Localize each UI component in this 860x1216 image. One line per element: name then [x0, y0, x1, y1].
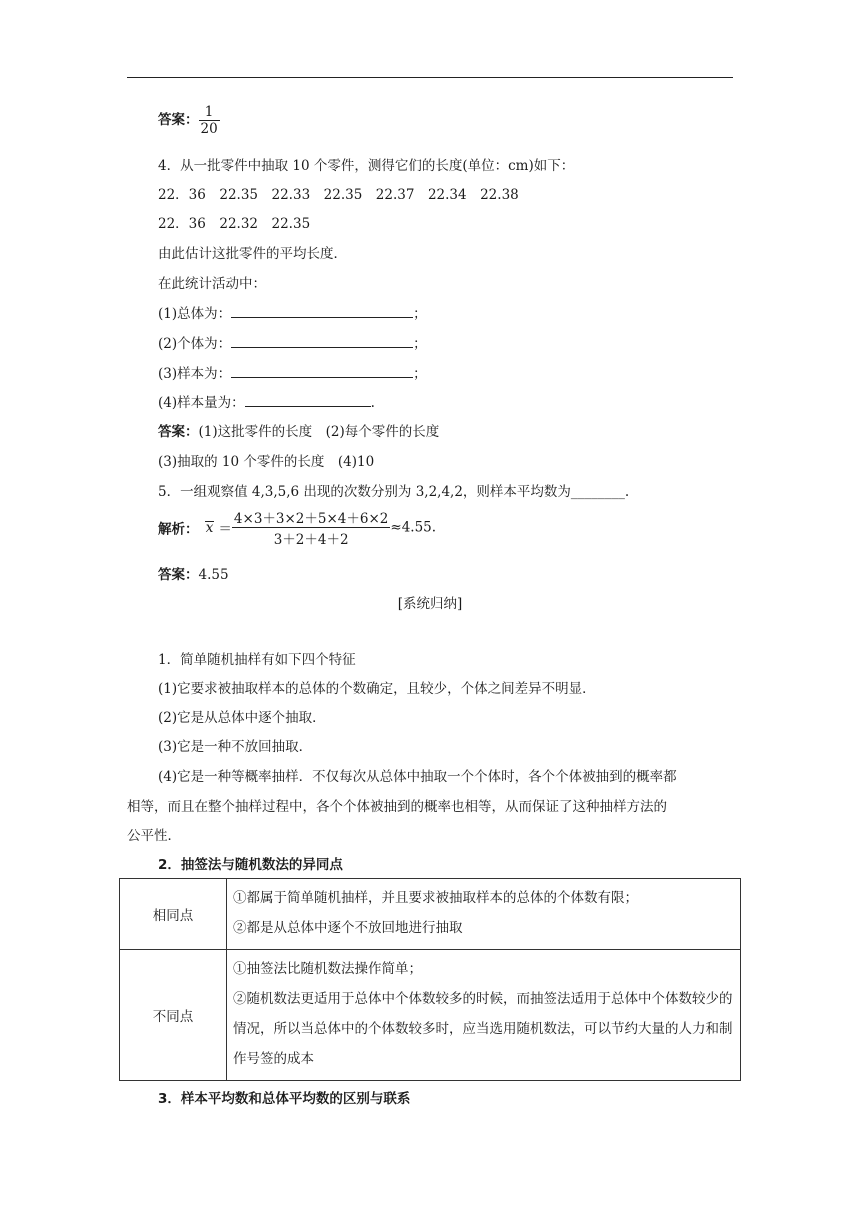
- x-bar-symbol: x: [205, 519, 214, 536]
- question-4-answer-line-1: [158, 420, 439, 440]
- question-5-answer: [158, 563, 229, 583]
- diff-content-cell: [227, 950, 741, 1081]
- answer-label: 答案：: [158, 112, 199, 128]
- feature-3: (3)它是一种不放回抽取．: [158, 739, 313, 755]
- question-4-context: 在此统计活动中：: [158, 276, 266, 292]
- item-end: ；: [413, 366, 427, 382]
- question-4-answer-line-2: (3)抽取的 10 个零件的长度 (4)10: [158, 454, 375, 470]
- diff-line-1: ①抽签法比随机数法操作简单；: [233, 961, 422, 977]
- feature-4-line-1: (4)它是一种等概率抽样．不仅每次从总体中抽取一个个体时，各个个体被抽到的概率都: [158, 769, 677, 785]
- question-4-stem: 4．从一批零件中抽取 10 个零件，测得它们的长度(单位：cm)如下：: [158, 158, 575, 174]
- answer-label: 答案：: [158, 567, 199, 583]
- feature-1: (1)它要求被抽取样本的总体的个数确定，且较少，个体之间差异不明显．: [158, 681, 596, 697]
- comparison-table: [119, 878, 741, 1081]
- feature-2: (2)它是从总体中逐个抽取．: [158, 710, 326, 726]
- analysis-label: 解析：: [158, 521, 199, 538]
- fraction-numerator: 4×3＋3×2＋5×4＋6×2: [233, 511, 389, 527]
- equals-sign: ＝: [218, 521, 232, 538]
- item-label: (3)样本为：: [158, 366, 232, 382]
- question-4-item-3: [158, 362, 427, 382]
- item-end: ；: [413, 336, 427, 352]
- answer-label: 答案：: [158, 424, 199, 440]
- point-3-title: 3．样本平均数和总体平均数的区别与联系: [158, 1091, 411, 1107]
- question-4-estimate: 由此估计这批零件的平均长度．: [158, 246, 347, 262]
- item-end: ；: [413, 306, 427, 322]
- diff-line-2: ②随机数法更适用于总体中个体数较多的时候，而抽签法适用于总体中个体数较少的情况，所以当总体中的个体数较多时，应当选用随机数法，可以节约大量的人力和制作号签的成本: [233, 991, 733, 1067]
- table-row-same: [120, 879, 741, 950]
- answer-fraction: [199, 104, 220, 137]
- question-4-data-row-1: 22．36 22.35 22.33 22.35 22.37 22.34 22.38: [158, 187, 519, 203]
- item-label: (2)个体为：: [158, 336, 232, 352]
- fraction-numerator: 1: [204, 104, 214, 120]
- same-content-cell: [227, 879, 741, 950]
- feature-4-line-3: 公平性．: [127, 828, 181, 844]
- table-row-diff: [120, 950, 741, 1081]
- point-1-title: 1．简单随机抽样有如下四个特征: [158, 652, 356, 668]
- answer-blank: [231, 333, 413, 348]
- section-heading: [系统归纳]: [397, 596, 463, 612]
- answer-blank: [231, 363, 413, 378]
- feature-4-line-2: 相等，而且在整个抽样过程中，各个个体被抽到的概率也相等，从而保证了这种抽样方法的: [127, 799, 667, 815]
- fraction-denominator: 3＋2＋4＋2: [232, 527, 390, 548]
- result-text: ≈4.55.: [390, 519, 437, 536]
- point-2-title: 2．抽签法与随机数法的异同点: [158, 857, 343, 873]
- question-4-item-2: [158, 332, 427, 352]
- same-label-cell: 相同点: [120, 879, 227, 950]
- answer-text: (1)这批零件的长度 (2)每个零件的长度: [198, 424, 440, 440]
- answer-blank: [231, 303, 413, 318]
- answer-3: [158, 104, 220, 137]
- question-4-data-row-2: 22．36 22.32 22.35: [158, 216, 311, 232]
- same-line-2: ②都是从总体中逐个不放回地进行抽取: [233, 920, 463, 936]
- mean-fraction: [232, 507, 390, 548]
- item-label: (4)样本量为：: [158, 395, 245, 411]
- question-4-item-4: [158, 391, 375, 411]
- question-5-analysis: [158, 507, 436, 548]
- answer-blank: [245, 392, 371, 407]
- question-4-item-1: [158, 302, 427, 322]
- question-5-stem: 5．一组观察值 4,3,5,6 出现的次数分别为 3,2,4,2，则样本平均数为________.: [158, 484, 630, 500]
- item-label: (1)总体为：: [158, 306, 232, 322]
- header-rule: [127, 77, 733, 78]
- same-line-1: ①都属于简单随机抽样，并且要求被抽取样本的总体的个体数有限；: [233, 890, 638, 906]
- diff-label-cell: 不同点: [120, 950, 227, 1081]
- answer-text: 4.55: [198, 567, 229, 583]
- item-end: .: [370, 395, 375, 411]
- fraction-denominator: 20: [200, 121, 218, 137]
